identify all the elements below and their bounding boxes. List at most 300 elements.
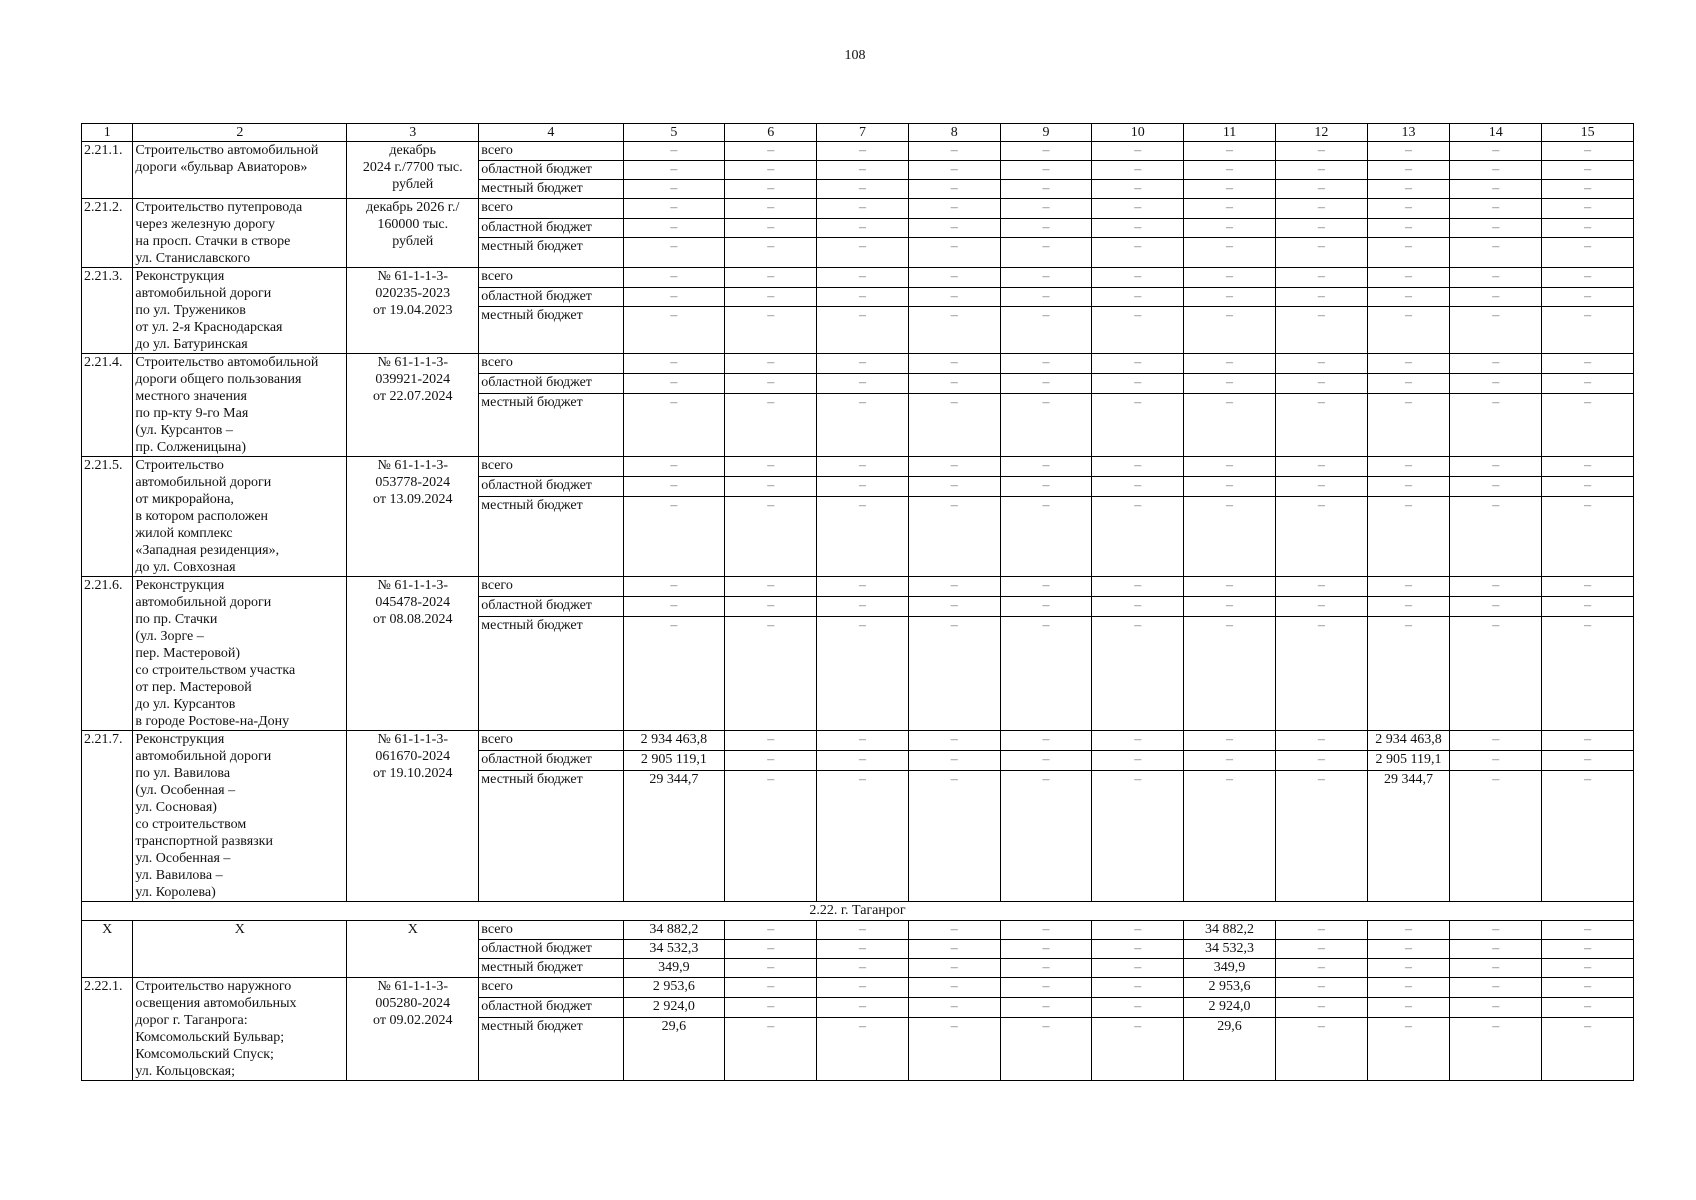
document-line: от 19.04.2023 xyxy=(373,303,453,318)
value-cell: – xyxy=(1450,354,1542,374)
column-header: 6 xyxy=(725,124,817,142)
table-row xyxy=(82,354,1634,374)
value-cell: – xyxy=(1275,959,1367,978)
budget-label: областной бюджет xyxy=(479,287,623,307)
value-cell: – xyxy=(1000,199,1092,219)
value-cell: 349,9 xyxy=(623,959,725,978)
table-row xyxy=(82,577,1634,597)
value-cell: – xyxy=(908,731,1000,751)
value-cell: 349,9 xyxy=(1184,959,1276,978)
value-cell: – xyxy=(1275,307,1367,354)
description-line: Строительство xyxy=(135,458,224,473)
budget-label: всего xyxy=(479,354,623,374)
value-cell: – xyxy=(908,770,1000,901)
value-cell: – xyxy=(1092,354,1184,374)
value-cell: – xyxy=(1450,997,1542,1017)
value-cell: – xyxy=(1092,577,1184,597)
value-cell: – xyxy=(1184,161,1276,180)
budget-label: местный бюджет xyxy=(479,496,623,576)
document-line: декабрь xyxy=(389,143,437,158)
value-cell: 2 924,0 xyxy=(623,997,725,1017)
document-reference xyxy=(347,978,479,1081)
value-cell: – xyxy=(1000,978,1092,998)
document-line: № 61-1-1-3- xyxy=(377,458,448,473)
description-line: по ул. Вавилова xyxy=(135,766,231,781)
value-cell: – xyxy=(1450,731,1542,751)
value-cell: – xyxy=(817,218,909,238)
description-line: Строительство автомобильной xyxy=(135,355,319,370)
value-cell: – xyxy=(1092,218,1184,238)
value-cell: – xyxy=(1184,238,1276,268)
description-line: ул. Станиславского xyxy=(135,251,251,266)
value-cell: – xyxy=(1092,978,1184,998)
budget-label: областной бюджет xyxy=(479,750,623,770)
document-reference xyxy=(347,142,479,199)
value-cell: – xyxy=(623,596,725,616)
value-cell: – xyxy=(1275,1017,1367,1080)
value-cell: 34 532,3 xyxy=(623,940,725,959)
value-cell: – xyxy=(817,921,909,940)
value-cell: – xyxy=(1092,731,1184,751)
value-cell: – xyxy=(623,142,725,161)
value-cell: – xyxy=(908,997,1000,1017)
value-cell: – xyxy=(1184,287,1276,307)
value-cell: – xyxy=(817,577,909,597)
value-cell: – xyxy=(817,616,909,730)
value-cell: – xyxy=(623,393,725,456)
value-cell: – xyxy=(1450,218,1542,238)
value-cell: – xyxy=(1184,199,1276,219)
description-line: от пер. Мастеровой xyxy=(135,680,252,695)
document-line: 039921-2024 xyxy=(375,372,451,387)
value-cell: 29 344,7 xyxy=(623,770,725,901)
document-line: № 61-1-1-3- xyxy=(377,979,448,994)
value-cell: – xyxy=(817,393,909,456)
object-description xyxy=(133,978,347,1081)
document-line: рублей xyxy=(392,177,434,192)
value-cell: – xyxy=(1275,199,1367,219)
budget-label: всего xyxy=(479,978,623,998)
document-line: № 61-1-1-3- xyxy=(377,355,448,370)
value-cell: – xyxy=(725,354,817,374)
value-cell: – xyxy=(1367,307,1450,354)
value-cell: – xyxy=(725,268,817,288)
value-cell: – xyxy=(1275,287,1367,307)
value-cell: – xyxy=(1184,393,1276,456)
value-cell: – xyxy=(1450,307,1542,354)
value-cell: – xyxy=(1184,770,1276,901)
budget-label: областной бюджет xyxy=(479,940,623,959)
column-header: 10 xyxy=(1092,124,1184,142)
value-cell: – xyxy=(908,373,1000,393)
document-line: X xyxy=(407,922,418,937)
value-cell: – xyxy=(1000,180,1092,199)
document-reference xyxy=(347,731,479,902)
value-cell: – xyxy=(1000,596,1092,616)
value-cell: – xyxy=(817,287,909,307)
value-cell: – xyxy=(623,268,725,288)
value-cell: 34 882,2 xyxy=(623,921,725,940)
budget-label: всего xyxy=(479,457,623,477)
description-line: X xyxy=(234,922,245,937)
value-cell: – xyxy=(1092,616,1184,730)
description-line: местного значения xyxy=(135,389,247,404)
description-line: Строительство путепровода xyxy=(135,200,303,215)
value-cell: – xyxy=(1184,750,1276,770)
value-cell: – xyxy=(1367,577,1450,597)
value-cell: – xyxy=(1000,161,1092,180)
object-description xyxy=(133,142,347,199)
header-row xyxy=(82,124,1634,142)
budget-label: областной бюджет xyxy=(479,596,623,616)
value-cell: – xyxy=(1542,496,1634,576)
value-cell: – xyxy=(817,142,909,161)
description-line: дорог г. Таганрога: xyxy=(135,1013,248,1028)
value-cell: – xyxy=(817,457,909,477)
value-cell: – xyxy=(908,596,1000,616)
value-cell: – xyxy=(1367,921,1450,940)
column-header: 13 xyxy=(1367,124,1450,142)
value-cell: – xyxy=(1000,616,1092,730)
value-cell: – xyxy=(623,457,725,477)
budget-label: местный бюджет xyxy=(479,1017,623,1080)
value-cell: – xyxy=(817,731,909,751)
description-line: по пр. Стачки xyxy=(135,612,218,627)
value-cell: – xyxy=(1184,577,1276,597)
value-cell: – xyxy=(1275,142,1367,161)
description-line: на просп. Стачки в створе xyxy=(135,234,291,249)
value-cell: – xyxy=(1275,393,1367,456)
value-cell: – xyxy=(623,616,725,730)
object-description xyxy=(133,731,347,902)
value-cell: – xyxy=(1450,268,1542,288)
value-cell: – xyxy=(1542,218,1634,238)
budget-label: местный бюджет xyxy=(479,307,623,354)
value-cell: – xyxy=(1275,268,1367,288)
description-line: до ул. Совхозная xyxy=(135,560,236,575)
description-line: пр. Солженицына) xyxy=(135,440,247,455)
document-reference xyxy=(347,457,479,577)
value-cell: – xyxy=(1542,577,1634,597)
description-line: ул. Сосновая) xyxy=(135,800,217,815)
description-line: «Западная резиденция», xyxy=(135,543,280,558)
value-cell: – xyxy=(1450,142,1542,161)
table-row xyxy=(82,142,1634,161)
value-cell: – xyxy=(1000,142,1092,161)
value-cell: – xyxy=(1092,596,1184,616)
document-line: № 61-1-1-3- xyxy=(377,269,448,284)
column-header: 12 xyxy=(1275,124,1367,142)
document-line: № 61-1-1-3- xyxy=(377,578,448,593)
column-header: 9 xyxy=(1000,124,1092,142)
budget-table xyxy=(81,123,1634,1081)
value-cell: – xyxy=(1000,770,1092,901)
value-cell: – xyxy=(1275,218,1367,238)
description-line: Комсомольский Бульвар; xyxy=(135,1030,285,1045)
description-line: Реконструкция xyxy=(135,269,225,284)
value-cell: – xyxy=(1000,959,1092,978)
document-line: декабрь 2026 г./ xyxy=(366,200,460,215)
value-cell: – xyxy=(1450,959,1542,978)
value-cell: – xyxy=(1367,161,1450,180)
value-cell: – xyxy=(1275,476,1367,496)
value-cell: – xyxy=(1275,596,1367,616)
value-cell: – xyxy=(1542,268,1634,288)
description-line: автомобильной дороги xyxy=(135,475,272,490)
value-cell: – xyxy=(1000,476,1092,496)
value-cell: – xyxy=(1092,921,1184,940)
value-cell: – xyxy=(1184,476,1276,496)
value-cell: – xyxy=(1184,307,1276,354)
value-cell: – xyxy=(1275,770,1367,901)
value-cell: – xyxy=(1000,750,1092,770)
value-cell: – xyxy=(725,596,817,616)
value-cell: – xyxy=(1450,770,1542,901)
value-cell: – xyxy=(725,476,817,496)
value-cell: 2 953,6 xyxy=(1184,978,1276,998)
value-cell: – xyxy=(1092,770,1184,901)
value-cell: – xyxy=(817,596,909,616)
value-cell: – xyxy=(1000,997,1092,1017)
value-cell: – xyxy=(725,307,817,354)
value-cell: – xyxy=(1275,750,1367,770)
value-cell: – xyxy=(1000,238,1092,268)
value-cell: – xyxy=(908,940,1000,959)
value-cell: – xyxy=(1275,457,1367,477)
value-cell: – xyxy=(1367,268,1450,288)
document-line: от 13.09.2024 xyxy=(373,492,453,507)
value-cell: – xyxy=(623,161,725,180)
budget-label: областной бюджет xyxy=(479,161,623,180)
value-cell: – xyxy=(817,373,909,393)
value-cell: – xyxy=(1367,959,1450,978)
description-line: по ул. Тружеников xyxy=(135,303,246,318)
value-cell: – xyxy=(725,959,817,978)
description-line: Строительство наружного xyxy=(135,979,292,994)
value-cell: – xyxy=(725,978,817,998)
value-cell: – xyxy=(1092,180,1184,199)
budget-label: местный бюджет xyxy=(479,959,623,978)
value-cell: – xyxy=(1450,978,1542,998)
value-cell: – xyxy=(1000,268,1092,288)
row-number: 2.21.6. xyxy=(82,577,133,731)
description-line: дороги общего пользования xyxy=(135,372,302,387)
value-cell: – xyxy=(1092,457,1184,477)
document-reference xyxy=(347,354,479,457)
description-line: (ул. Курсантов – xyxy=(135,423,233,438)
value-cell: – xyxy=(908,199,1000,219)
column-header: 7 xyxy=(817,124,909,142)
value-cell: – xyxy=(623,238,725,268)
budget-label: местный бюджет xyxy=(479,238,623,268)
value-cell: – xyxy=(817,770,909,901)
document-line: от 22.07.2024 xyxy=(373,389,453,404)
value-cell: – xyxy=(1275,978,1367,998)
description-line: в городе Ростове-на-Дону xyxy=(135,714,290,729)
value-cell: – xyxy=(1184,142,1276,161)
value-cell: – xyxy=(1367,373,1450,393)
value-cell: – xyxy=(1275,921,1367,940)
value-cell: – xyxy=(1450,238,1542,268)
description-line: (ул. Особенная – xyxy=(135,783,236,798)
value-cell: – xyxy=(817,940,909,959)
value-cell: – xyxy=(1000,731,1092,751)
value-cell: – xyxy=(1450,393,1542,456)
document-line: 045478-2024 xyxy=(375,595,451,610)
value-cell: – xyxy=(725,287,817,307)
value-cell: – xyxy=(1542,238,1634,268)
description-line: автомобильной дороги xyxy=(135,595,272,610)
value-cell: – xyxy=(1000,393,1092,456)
value-cell: – xyxy=(725,238,817,268)
value-cell: – xyxy=(1184,268,1276,288)
object-description xyxy=(133,457,347,577)
value-cell: – xyxy=(908,978,1000,998)
value-cell: – xyxy=(725,161,817,180)
value-cell: – xyxy=(1450,287,1542,307)
table-row xyxy=(82,199,1634,219)
budget-label: областной бюджет xyxy=(479,373,623,393)
value-cell: – xyxy=(908,393,1000,456)
budget-label: местный бюджет xyxy=(479,616,623,730)
value-cell: – xyxy=(908,354,1000,374)
value-cell: 2 934 463,8 xyxy=(623,731,725,751)
column-header: 14 xyxy=(1450,124,1542,142)
value-cell: – xyxy=(1000,307,1092,354)
value-cell: – xyxy=(1275,496,1367,576)
value-cell: – xyxy=(1184,496,1276,576)
value-cell: – xyxy=(1367,287,1450,307)
value-cell: – xyxy=(1184,596,1276,616)
value-cell: – xyxy=(1092,1017,1184,1080)
row-number: 2.21.2. xyxy=(82,199,133,268)
value-cell: – xyxy=(725,731,817,751)
value-cell: – xyxy=(623,218,725,238)
value-cell: 34 532,3 xyxy=(1184,940,1276,959)
value-cell: – xyxy=(1184,731,1276,751)
value-cell: – xyxy=(1542,307,1634,354)
value-cell: – xyxy=(1367,596,1450,616)
value-cell: – xyxy=(817,199,909,219)
value-cell: – xyxy=(1542,770,1634,901)
value-cell: – xyxy=(623,354,725,374)
table-row xyxy=(82,457,1634,477)
value-cell: – xyxy=(1367,238,1450,268)
value-cell: – xyxy=(908,180,1000,199)
value-cell: – xyxy=(908,142,1000,161)
section-row xyxy=(82,902,1634,921)
value-cell: – xyxy=(623,476,725,496)
description-line: Строительство автомобильной xyxy=(135,143,319,158)
column-header: 15 xyxy=(1542,124,1634,142)
value-cell: – xyxy=(1367,978,1450,998)
value-cell: – xyxy=(908,238,1000,268)
value-cell: 2 953,6 xyxy=(623,978,725,998)
description-line: Реконструкция xyxy=(135,578,225,593)
document-line: 005280-2024 xyxy=(375,996,451,1011)
budget-label: всего xyxy=(479,921,623,940)
value-cell: – xyxy=(1450,616,1542,730)
document-line: рублей xyxy=(392,234,434,249)
value-cell: – xyxy=(1542,142,1634,161)
value-cell: – xyxy=(1542,1017,1634,1080)
value-cell: – xyxy=(1000,373,1092,393)
value-cell: – xyxy=(1275,577,1367,597)
value-cell: – xyxy=(1450,180,1542,199)
value-cell: – xyxy=(1367,616,1450,730)
value-cell: – xyxy=(725,496,817,576)
budget-label: областной бюджет xyxy=(479,997,623,1017)
value-cell: – xyxy=(1542,978,1634,998)
value-cell: – xyxy=(1450,750,1542,770)
value-cell: – xyxy=(1450,577,1542,597)
document-line: 020235-2023 xyxy=(375,286,451,301)
value-cell: 2 905 119,1 xyxy=(623,750,725,770)
value-cell: – xyxy=(623,307,725,354)
value-cell: – xyxy=(1092,307,1184,354)
value-cell: – xyxy=(1450,199,1542,219)
document-line: 2024 г./7700 тыс. xyxy=(362,160,463,175)
value-cell: – xyxy=(1450,373,1542,393)
value-cell: – xyxy=(1542,373,1634,393)
column-header: 8 xyxy=(908,124,1000,142)
value-cell: 2 934 463,8 xyxy=(1367,731,1450,751)
value-cell: – xyxy=(1542,731,1634,751)
section-title: 2.22. г. Таганрог xyxy=(82,902,1634,921)
value-cell: – xyxy=(1367,457,1450,477)
table-row xyxy=(82,268,1634,288)
value-cell: – xyxy=(908,750,1000,770)
object-description xyxy=(133,268,347,354)
value-cell: 29,6 xyxy=(623,1017,725,1080)
value-cell: – xyxy=(1092,373,1184,393)
value-cell: – xyxy=(1275,161,1367,180)
value-cell: – xyxy=(1450,161,1542,180)
value-cell: – xyxy=(623,496,725,576)
document-line: от 09.02.2024 xyxy=(373,1013,453,1028)
description-line: в котором расположен xyxy=(135,509,269,524)
value-cell: – xyxy=(1184,457,1276,477)
value-cell: – xyxy=(908,218,1000,238)
value-cell: – xyxy=(1275,731,1367,751)
document-line: 053778-2024 xyxy=(375,475,451,490)
value-cell: – xyxy=(725,180,817,199)
value-cell: – xyxy=(1184,373,1276,393)
description-line: до ул. Курсантов xyxy=(135,697,236,712)
value-cell: – xyxy=(1000,1017,1092,1080)
value-cell: – xyxy=(1092,997,1184,1017)
value-cell: – xyxy=(1000,496,1092,576)
value-cell: – xyxy=(725,1017,817,1080)
value-cell: – xyxy=(1367,997,1450,1017)
value-cell: – xyxy=(1367,940,1450,959)
budget-label: областной бюджет xyxy=(479,476,623,496)
value-cell: – xyxy=(1092,750,1184,770)
value-cell: – xyxy=(1275,354,1367,374)
value-cell: – xyxy=(1367,393,1450,456)
value-cell: – xyxy=(725,393,817,456)
value-cell: – xyxy=(623,180,725,199)
value-cell: – xyxy=(1542,997,1634,1017)
object-description xyxy=(133,921,347,978)
value-cell: – xyxy=(623,373,725,393)
description-line: автомобильной дороги xyxy=(135,749,272,764)
description-line: Реконструкция xyxy=(135,732,225,747)
value-cell: – xyxy=(908,496,1000,576)
description-line: пер. Мастеровой) xyxy=(135,646,241,661)
value-cell: – xyxy=(1184,180,1276,199)
value-cell: 2 924,0 xyxy=(1184,997,1276,1017)
